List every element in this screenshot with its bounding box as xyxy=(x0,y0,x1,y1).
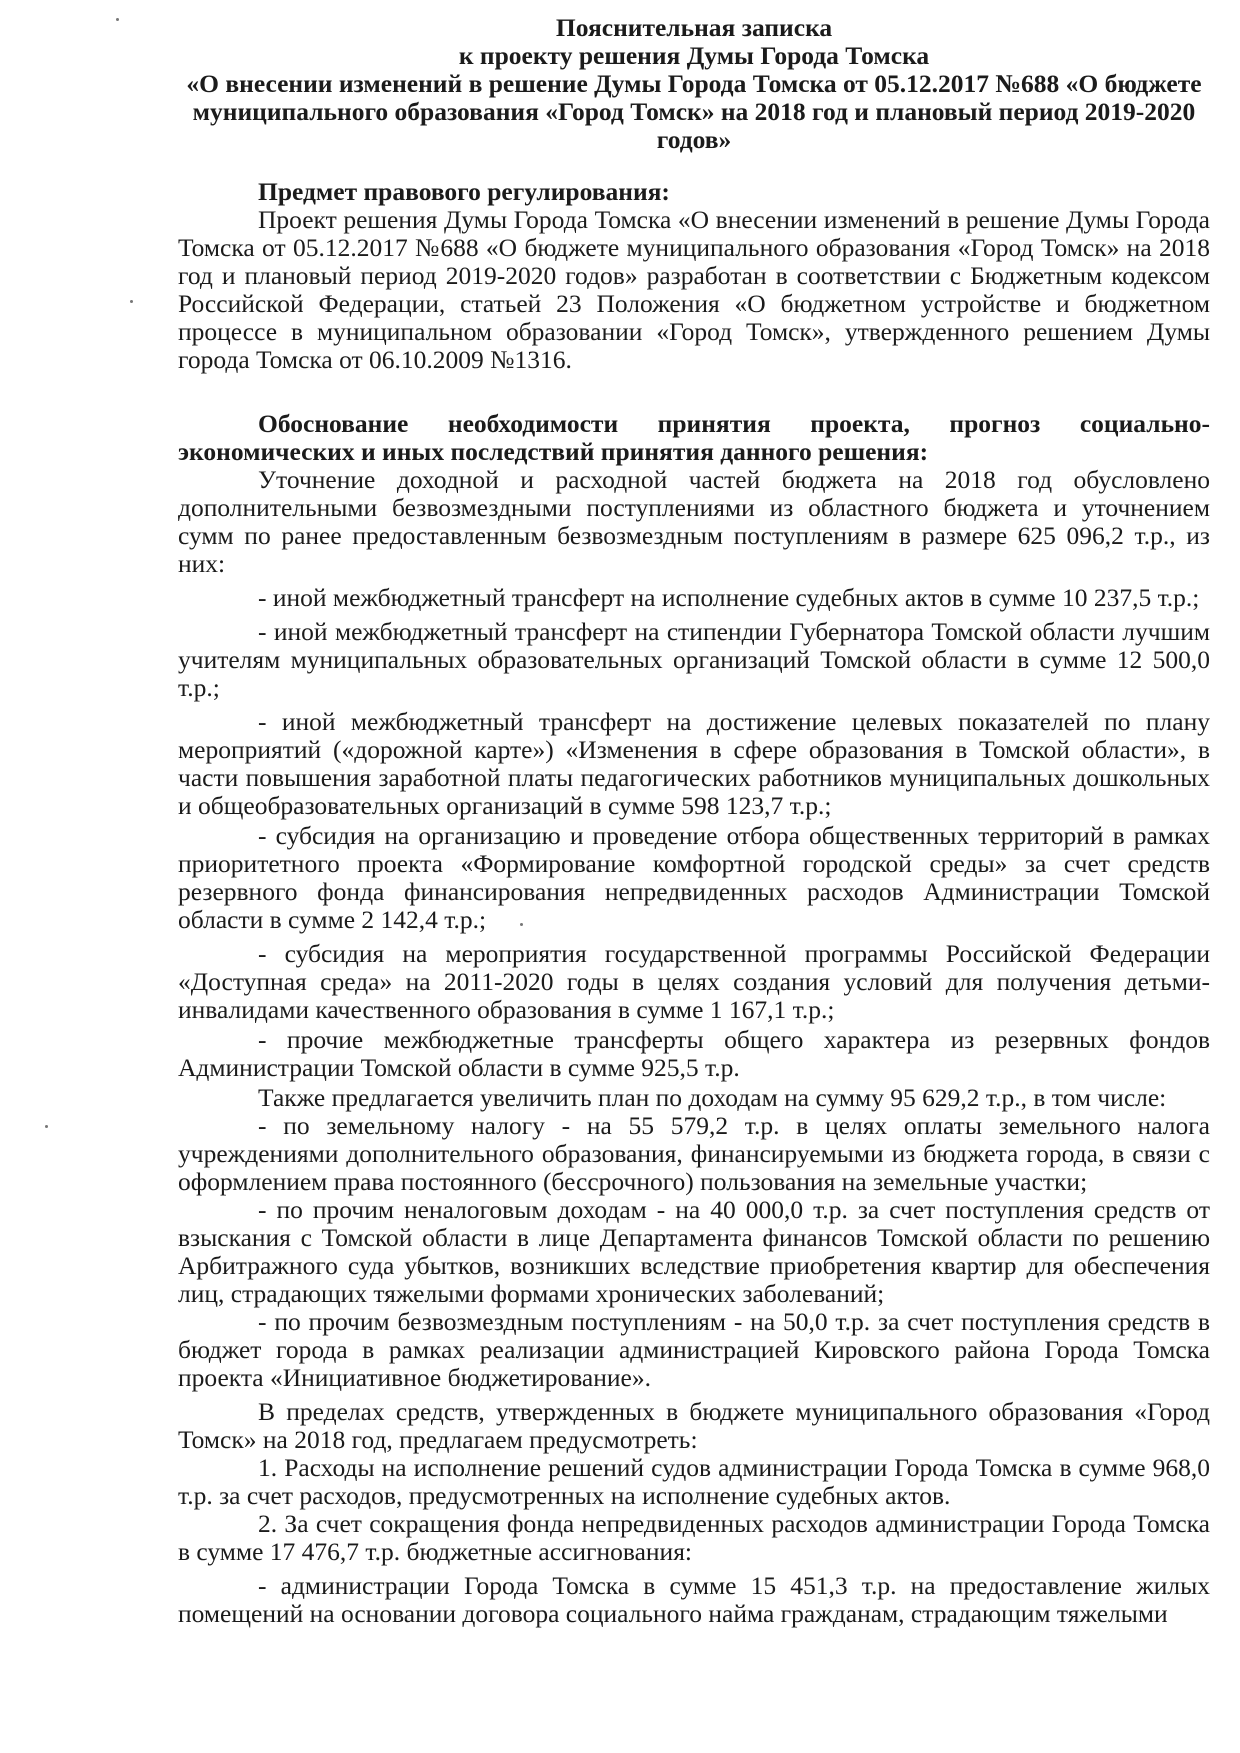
numbered-item: 1. Расходы на исполнение решений судов администрации Города Томска в сумме 968,0 т.р. за счет расходов, предусмотренных на исполнение судебных актов. xyxy=(178,1453,1210,1510)
scan-speck xyxy=(130,300,133,303)
numbered-item: 2. За счет сокращения фонда непредвиденных расходов администрации Города Томска в сумме 17 476,7 т.р. бюджетные ассигнования: xyxy=(178,1509,1210,1566)
scan-speck xyxy=(116,18,119,21)
list-item: - по прочим безвозмездным поступлениям - на 50,0 т.р. за счет поступления средств в бюджет города в рамках реализации администрацией Кировского района Города Томска проекта «Инициативное бюджетирование». xyxy=(178,1307,1210,1392)
document-decision-title: «О внесении изменений в решение Думы Города Томска от 05.12.2017 №688 «О бюджете муниципального образования «Город Томск» на 2018 год и плановый период 2019-2020 годов» xyxy=(186,69,1202,154)
document-title: Пояснительная записка xyxy=(555,13,833,42)
document-subtitle: к проекту решения Думы Города Томска xyxy=(458,41,930,70)
list-item: - иной межбюджетный трансферт на стипендии Губернатора Томской области лучшим учителям муниципальных образовательных организаций Томской области в сумме 12 500,0 т.р.; xyxy=(178,617,1210,702)
list-item: - иной межбюджетный трансферт на достижение целевых показателей по плану мероприятий («дорожной карте») «Изменения в сфере образования в Томской области», в части повышения заработной платы педагогических работников муниципальных дошкольных и общеобразовательных организаций в сумме 598 123,7 т.р.; xyxy=(178,707,1210,820)
list-item: - прочие межбюджетные трансферты общего характера из резервных фондов Администрации Томской области в сумме 925,5 т.р. xyxy=(178,1025,1210,1082)
scan-speck xyxy=(45,1125,48,1128)
document-page xyxy=(178,14,1210,1628)
list-item: - по прочим неналоговым доходам - на 40 000,0 т.р. за счет поступления средств от взыскания с Томской области в лице Департамента финансов Томской области по решению Арбитражного суда убытков, возникших вследствие приобретения квартир для обеспечения лиц, страдающих тяжелыми формами хронических заболеваний; xyxy=(178,1195,1210,1308)
income-increase-intro: Также предлагается увеличить план по доходам на сумму 95 629,2 т.р., в том числе: xyxy=(258,1083,1167,1112)
list-item: - субсидия на мероприятия государственной программы Российской Федерации «Доступная среда» на 2011-2020 годы в целях создания условий для получения детьми-инвалидами качественного образования в сумме 1 167,1 т.р.; xyxy=(178,939,1210,1024)
list-item: - иной межбюджетный трансферт на исполнение судебных актов в сумме 10 237,5 т.р.; xyxy=(258,583,1200,612)
budget-limits-intro: В пределах средств, утвержденных в бюджете муниципального образования «Город Томск» на 2018 год, предлагаем предусмотреть: xyxy=(178,1397,1210,1454)
list-item: - субсидия на организацию и проведение отбора общественных территорий в рамках приоритетного проекта «Формирование комфортной городской среды» за счет средств резервного фонда финансирования непредвиденных расходов Администрации Томской области в сумме 2 142,4 т.р.; xyxy=(178,821,1210,934)
section-justification-title: Обоснование необходимости принятия проекта, прогноз социально-экономических и иных последствий принятия данного решения: xyxy=(178,409,1210,466)
document-header xyxy=(178,14,1210,154)
justification-intro: Уточнение доходной и расходной частей бюджета на 2018 год обусловлено дополнительными безвозмездными поступлениями из областного бюджета и уточнением сумм по ранее предоставленным безвозмездным поступлениям в размере 625 096,2 т.р., из них: xyxy=(178,465,1210,578)
list-item: - по земельному налогу - на 55 579,2 т.р. в целях оплаты земельного налога учреждениями дополнительного образования, финансируемыми из бюджета города, в связи с оформлением права постоянного (бессрочного) пользования на земельные участки; xyxy=(178,1111,1210,1196)
section-regulation-title: Предмет правового регулирования: xyxy=(258,177,670,206)
section-regulation-text: Проект решения Думы Города Томска «О внесении изменений в решение Думы Города Томска от 05.12.2017 №688 «О бюджете муниципального образования «Город Томск» на 2018 год и плановый период 2019-2020 годов» разработан в соответствии с Бюджетным кодексом Российской Федерации, статьей 23 Положения «О бюджетном устройстве и бюджетном процессе в муниципальном образовании «Город Томск», утвержденного решением Думы города Томска от 06.10.2009 №1316. xyxy=(178,205,1210,374)
list-item: - администрации Города Томска в сумме 15 451,3 т.р. на предоставление жилых помещений на основании договора социального найма гражданам, страдающим тяжелыми xyxy=(178,1571,1210,1628)
